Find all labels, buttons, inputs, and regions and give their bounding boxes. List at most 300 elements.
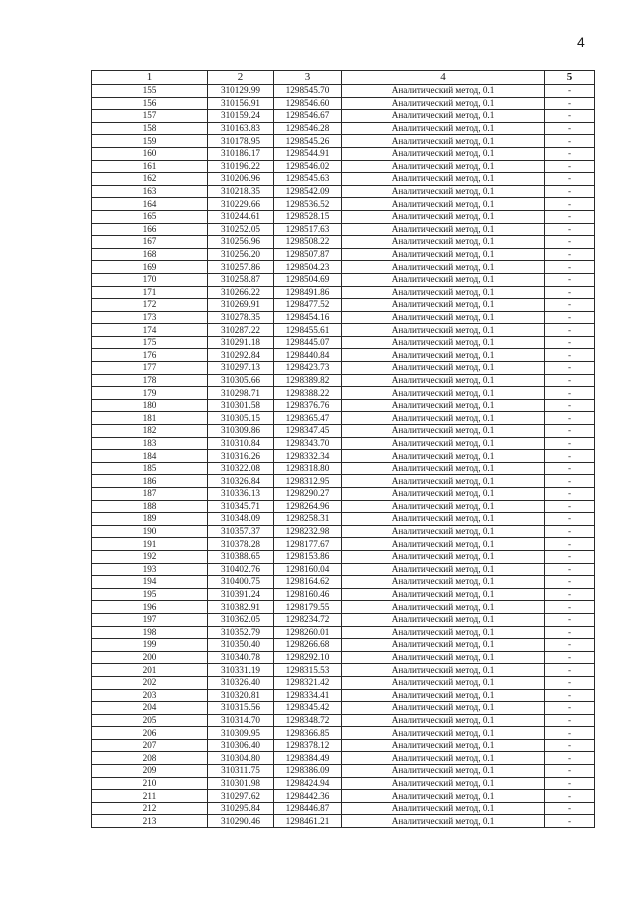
cell-method: Аналитический метод, 0.1: [342, 752, 545, 765]
cell-method: Аналитический метод, 0.1: [342, 311, 545, 324]
cell-x-coordinate: 310340.78: [208, 651, 274, 664]
cell-point-number: 196: [92, 601, 208, 614]
cell-description: -: [545, 588, 595, 601]
table-row: [92, 437, 595, 450]
cell-y-coordinate: 1298504.69: [274, 273, 342, 286]
table-row: [92, 286, 595, 299]
cell-y-coordinate: 1298160.46: [274, 588, 342, 601]
cell-method: Аналитический метод, 0.1: [342, 601, 545, 614]
table-header-row: [92, 71, 595, 85]
cell-description: -: [545, 374, 595, 387]
cell-y-coordinate: 1298544.91: [274, 147, 342, 160]
cell-method: Аналитический метод, 0.1: [342, 362, 545, 375]
cell-y-coordinate: 1298312.95: [274, 475, 342, 488]
cell-method: Аналитический метод, 0.1: [342, 286, 545, 299]
cell-x-coordinate: 310388.65: [208, 550, 274, 563]
cell-method: Аналитический метод, 0.1: [342, 261, 545, 274]
cell-y-coordinate: 1298442.36: [274, 790, 342, 803]
cell-y-coordinate: 1298234.72: [274, 613, 342, 626]
cell-point-number: 190: [92, 525, 208, 538]
cell-point-number: 159: [92, 135, 208, 148]
cell-method: Аналитический метод, 0.1: [342, 588, 545, 601]
cell-point-number: 163: [92, 185, 208, 198]
cell-method: Аналитический метод, 0.1: [342, 236, 545, 249]
cell-method: Аналитический метод, 0.1: [342, 147, 545, 160]
cell-description: -: [545, 676, 595, 689]
cell-method: Аналитический метод, 0.1: [342, 639, 545, 652]
cell-y-coordinate: 1298348.72: [274, 714, 342, 727]
cell-description: -: [545, 437, 595, 450]
cell-method: Аналитический метод, 0.1: [342, 576, 545, 589]
cell-y-coordinate: 1298290.27: [274, 488, 342, 501]
cell-y-coordinate: 1298334.41: [274, 689, 342, 702]
cell-point-number: 169: [92, 261, 208, 274]
cell-method: Аналитический метод, 0.1: [342, 273, 545, 286]
cell-y-coordinate: 1298164.62: [274, 576, 342, 589]
cell-method: Аналитический метод, 0.1: [342, 689, 545, 702]
cell-method: Аналитический метод, 0.1: [342, 135, 545, 148]
cell-method: Аналитический метод, 0.1: [342, 538, 545, 551]
cell-x-coordinate: 310156.91: [208, 97, 274, 110]
cell-x-coordinate: 310402.76: [208, 563, 274, 576]
cell-point-number: 162: [92, 173, 208, 186]
cell-point-number: 188: [92, 500, 208, 513]
table-row: [92, 651, 595, 664]
table-row: [92, 147, 595, 160]
cell-point-number: 156: [92, 97, 208, 110]
table-row: [92, 261, 595, 274]
table-row: [92, 299, 595, 312]
cell-description: -: [545, 160, 595, 173]
table-row: [92, 198, 595, 211]
cell-method: Аналитический метод, 0.1: [342, 336, 545, 349]
table-row: [92, 223, 595, 236]
cell-method: Аналитический метод, 0.1: [342, 437, 545, 450]
cell-x-coordinate: 310305.15: [208, 412, 274, 425]
cell-method: Аналитический метод, 0.1: [342, 563, 545, 576]
cell-x-coordinate: 310256.20: [208, 248, 274, 261]
cell-point-number: 206: [92, 727, 208, 740]
cell-x-coordinate: 310295.84: [208, 802, 274, 815]
cell-x-coordinate: 310129.99: [208, 85, 274, 98]
cell-point-number: 167: [92, 236, 208, 249]
cell-y-coordinate: 1298343.70: [274, 437, 342, 450]
cell-method: Аналитический метод, 0.1: [342, 110, 545, 123]
table-row: [92, 462, 595, 475]
cell-description: -: [545, 450, 595, 463]
table-row: [92, 122, 595, 135]
table-row: [92, 702, 595, 715]
cell-point-number: 184: [92, 450, 208, 463]
cell-y-coordinate: 1298546.02: [274, 160, 342, 173]
cell-x-coordinate: 310244.61: [208, 210, 274, 223]
cell-description: -: [545, 210, 595, 223]
table-row: [92, 777, 595, 790]
cell-point-number: 211: [92, 790, 208, 803]
coordinates-table: [91, 70, 595, 828]
cell-x-coordinate: 310400.75: [208, 576, 274, 589]
cell-point-number: 207: [92, 739, 208, 752]
cell-description: -: [545, 727, 595, 740]
cell-y-coordinate: 1298508.22: [274, 236, 342, 249]
cell-y-coordinate: 1298454.16: [274, 311, 342, 324]
cell-y-coordinate: 1298292.10: [274, 651, 342, 664]
table-row: [92, 110, 595, 123]
cell-description: -: [545, 324, 595, 337]
cell-description: -: [545, 185, 595, 198]
table-row: [92, 374, 595, 387]
cell-method: Аналитический метод, 0.1: [342, 802, 545, 815]
column-header-description: 5: [545, 71, 595, 85]
cell-x-coordinate: 310301.58: [208, 399, 274, 412]
cell-y-coordinate: 1298423.73: [274, 362, 342, 375]
table-row: [92, 273, 595, 286]
cell-description: -: [545, 248, 595, 261]
cell-description: -: [545, 488, 595, 501]
cell-point-number: 198: [92, 626, 208, 639]
cell-x-coordinate: 310304.80: [208, 752, 274, 765]
cell-description: -: [545, 286, 595, 299]
cell-method: Аналитический метод, 0.1: [342, 349, 545, 362]
cell-y-coordinate: 1298517.63: [274, 223, 342, 236]
table-row: [92, 550, 595, 563]
table-row: [92, 588, 595, 601]
cell-y-coordinate: 1298477.52: [274, 299, 342, 312]
cell-x-coordinate: 310206.96: [208, 173, 274, 186]
cell-y-coordinate: 1298264.96: [274, 500, 342, 513]
table-row: [92, 538, 595, 551]
cell-description: -: [545, 613, 595, 626]
cell-x-coordinate: 310336.13: [208, 488, 274, 501]
cell-x-coordinate: 310326.84: [208, 475, 274, 488]
cell-point-number: 187: [92, 488, 208, 501]
cell-point-number: 210: [92, 777, 208, 790]
cell-y-coordinate: 1298440.84: [274, 349, 342, 362]
cell-description: -: [545, 135, 595, 148]
cell-y-coordinate: 1298365.47: [274, 412, 342, 425]
table-row: [92, 324, 595, 337]
table-row: [92, 626, 595, 639]
cell-x-coordinate: 310348.09: [208, 513, 274, 526]
cell-y-coordinate: 1298366.85: [274, 727, 342, 740]
cell-y-coordinate: 1298179.55: [274, 601, 342, 614]
cell-method: Аналитический метод, 0.1: [342, 185, 545, 198]
cell-y-coordinate: 1298332.34: [274, 450, 342, 463]
cell-x-coordinate: 310229.66: [208, 198, 274, 211]
cell-description: -: [545, 790, 595, 803]
cell-y-coordinate: 1298260.01: [274, 626, 342, 639]
cell-point-number: 213: [92, 815, 208, 828]
cell-point-number: 199: [92, 639, 208, 652]
cell-point-number: 191: [92, 538, 208, 551]
cell-method: Аналитический метод, 0.1: [342, 223, 545, 236]
table-row: [92, 488, 595, 501]
cell-y-coordinate: 1298504.23: [274, 261, 342, 274]
cell-y-coordinate: 1298376.76: [274, 399, 342, 412]
cell-point-number: 173: [92, 311, 208, 324]
cell-point-number: 157: [92, 110, 208, 123]
cell-point-number: 193: [92, 563, 208, 576]
cell-x-coordinate: 310315.56: [208, 702, 274, 715]
cell-x-coordinate: 310331.19: [208, 664, 274, 677]
cell-description: -: [545, 765, 595, 778]
column-header-y-coordinate: 3: [274, 71, 342, 85]
cell-x-coordinate: 310391.24: [208, 588, 274, 601]
cell-point-number: 194: [92, 576, 208, 589]
cell-x-coordinate: 310314.70: [208, 714, 274, 727]
cell-x-coordinate: 310269.91: [208, 299, 274, 312]
page-number: 4: [577, 34, 585, 50]
cell-x-coordinate: 310305.66: [208, 374, 274, 387]
cell-description: -: [545, 538, 595, 551]
cell-point-number: 158: [92, 122, 208, 135]
cell-description: -: [545, 362, 595, 375]
cell-method: Аналитический метод, 0.1: [342, 324, 545, 337]
cell-method: Аналитический метод, 0.1: [342, 525, 545, 538]
table-row: [92, 412, 595, 425]
cell-y-coordinate: 1298546.67: [274, 110, 342, 123]
cell-x-coordinate: 310163.83: [208, 122, 274, 135]
cell-x-coordinate: 310310.84: [208, 437, 274, 450]
cell-x-coordinate: 310256.96: [208, 236, 274, 249]
cell-description: -: [545, 387, 595, 400]
cell-x-coordinate: 310297.62: [208, 790, 274, 803]
cell-y-coordinate: 1298345.42: [274, 702, 342, 715]
table-row: [92, 97, 595, 110]
cell-point-number: 168: [92, 248, 208, 261]
cell-point-number: 160: [92, 147, 208, 160]
cell-description: -: [545, 349, 595, 362]
cell-method: Аналитический метод, 0.1: [342, 676, 545, 689]
table-row: [92, 689, 595, 702]
cell-y-coordinate: 1298321.42: [274, 676, 342, 689]
cell-y-coordinate: 1298177.67: [274, 538, 342, 551]
cell-point-number: 165: [92, 210, 208, 223]
cell-description: -: [545, 85, 595, 98]
cell-y-coordinate: 1298389.82: [274, 374, 342, 387]
cell-y-coordinate: 1298386.09: [274, 765, 342, 778]
cell-point-number: 164: [92, 198, 208, 211]
cell-method: Аналитический метод, 0.1: [342, 425, 545, 438]
cell-description: -: [545, 739, 595, 752]
table-row: [92, 576, 595, 589]
table-row: [92, 425, 595, 438]
cell-description: -: [545, 198, 595, 211]
cell-method: Аналитический метод, 0.1: [342, 777, 545, 790]
cell-description: -: [545, 550, 595, 563]
cell-point-number: 176: [92, 349, 208, 362]
cell-method: Аналитический метод, 0.1: [342, 613, 545, 626]
cell-y-coordinate: 1298546.28: [274, 122, 342, 135]
cell-method: Аналитический метод, 0.1: [342, 488, 545, 501]
cell-y-coordinate: 1298491.86: [274, 286, 342, 299]
cell-y-coordinate: 1298378.12: [274, 739, 342, 752]
cell-description: -: [545, 639, 595, 652]
cell-method: Аналитический метод, 0.1: [342, 299, 545, 312]
table-row: [92, 362, 595, 375]
cell-x-coordinate: 310290.46: [208, 815, 274, 828]
cell-method: Аналитический метод, 0.1: [342, 450, 545, 463]
cell-description: -: [545, 336, 595, 349]
cell-method: Аналитический метод, 0.1: [342, 765, 545, 778]
cell-description: -: [545, 261, 595, 274]
cell-description: -: [545, 689, 595, 702]
table-row: [92, 739, 595, 752]
cell-method: Аналитический метод, 0.1: [342, 210, 545, 223]
cell-y-coordinate: 1298546.60: [274, 97, 342, 110]
table-row: [92, 450, 595, 463]
cell-y-coordinate: 1298461.21: [274, 815, 342, 828]
cell-y-coordinate: 1298384.49: [274, 752, 342, 765]
table-row: [92, 336, 595, 349]
table-row: [92, 802, 595, 815]
cell-description: -: [545, 563, 595, 576]
cell-description: -: [545, 223, 595, 236]
cell-description: -: [545, 173, 595, 186]
cell-point-number: 178: [92, 374, 208, 387]
cell-method: Аналитический метод, 0.1: [342, 198, 545, 211]
cell-x-coordinate: 310311.75: [208, 765, 274, 778]
table-row: [92, 601, 595, 614]
table-row: [92, 727, 595, 740]
cell-x-coordinate: 310186.17: [208, 147, 274, 160]
cell-point-number: 204: [92, 702, 208, 715]
cell-point-number: 185: [92, 462, 208, 475]
cell-method: Аналитический метод, 0.1: [342, 815, 545, 828]
cell-y-coordinate: 1298258.31: [274, 513, 342, 526]
cell-y-coordinate: 1298545.26: [274, 135, 342, 148]
cell-x-coordinate: 310266.22: [208, 286, 274, 299]
cell-point-number: 192: [92, 550, 208, 563]
cell-description: -: [545, 500, 595, 513]
cell-method: Аналитический метод, 0.1: [342, 500, 545, 513]
cell-x-coordinate: 310320.81: [208, 689, 274, 702]
cell-description: -: [545, 626, 595, 639]
table-row: [92, 185, 595, 198]
table-row: [92, 714, 595, 727]
cell-y-coordinate: 1298545.63: [274, 173, 342, 186]
cell-method: Аналитический метод, 0.1: [342, 727, 545, 740]
table-row: [92, 160, 595, 173]
cell-description: -: [545, 236, 595, 249]
cell-description: -: [545, 714, 595, 727]
cell-x-coordinate: 310357.37: [208, 525, 274, 538]
cell-y-coordinate: 1298424.94: [274, 777, 342, 790]
cell-method: Аналитический метод, 0.1: [342, 651, 545, 664]
table-row: [92, 135, 595, 148]
cell-description: -: [545, 815, 595, 828]
table-row: [92, 752, 595, 765]
cell-point-number: 171: [92, 286, 208, 299]
cell-description: -: [545, 475, 595, 488]
cell-y-coordinate: 1298315.53: [274, 664, 342, 677]
column-header-x-coordinate: 2: [208, 71, 274, 85]
cell-point-number: 203: [92, 689, 208, 702]
cell-x-coordinate: 310178.95: [208, 135, 274, 148]
cell-description: -: [545, 399, 595, 412]
cell-x-coordinate: 310291.18: [208, 336, 274, 349]
cell-y-coordinate: 1298318.80: [274, 462, 342, 475]
cell-method: Аналитический метод, 0.1: [342, 626, 545, 639]
cell-description: -: [545, 273, 595, 286]
cell-description: -: [545, 147, 595, 160]
table-row: [92, 399, 595, 412]
cell-point-number: 170: [92, 273, 208, 286]
cell-description: -: [545, 462, 595, 475]
cell-x-coordinate: 310301.98: [208, 777, 274, 790]
cell-x-coordinate: 310257.86: [208, 261, 274, 274]
cell-x-coordinate: 310278.35: [208, 311, 274, 324]
cell-y-coordinate: 1298266.68: [274, 639, 342, 652]
table-row: [92, 500, 595, 513]
table-row: [92, 513, 595, 526]
cell-method: Аналитический метод, 0.1: [342, 714, 545, 727]
table-row: [92, 613, 595, 626]
table-row: [92, 676, 595, 689]
cell-description: -: [545, 299, 595, 312]
cell-description: -: [545, 311, 595, 324]
cell-y-coordinate: 1298536.52: [274, 198, 342, 211]
cell-point-number: 200: [92, 651, 208, 664]
cell-x-coordinate: 310258.87: [208, 273, 274, 286]
cell-method: Аналитический метод, 0.1: [342, 399, 545, 412]
cell-x-coordinate: 310345.71: [208, 500, 274, 513]
cell-point-number: 180: [92, 399, 208, 412]
cell-x-coordinate: 310316.26: [208, 450, 274, 463]
cell-y-coordinate: 1298232.98: [274, 525, 342, 538]
cell-description: -: [545, 664, 595, 677]
cell-x-coordinate: 310378.28: [208, 538, 274, 551]
cell-x-coordinate: 310292.84: [208, 349, 274, 362]
cell-point-number: 183: [92, 437, 208, 450]
table-row: [92, 85, 595, 98]
cell-description: -: [545, 777, 595, 790]
cell-point-number: 155: [92, 85, 208, 98]
table-row: [92, 248, 595, 261]
cell-point-number: 189: [92, 513, 208, 526]
cell-point-number: 209: [92, 765, 208, 778]
cell-point-number: 172: [92, 299, 208, 312]
cell-method: Аналитический метод, 0.1: [342, 475, 545, 488]
cell-method: Аналитический метод, 0.1: [342, 387, 545, 400]
cell-point-number: 174: [92, 324, 208, 337]
cell-description: -: [545, 97, 595, 110]
cell-y-coordinate: 1298347.45: [274, 425, 342, 438]
cell-description: -: [545, 122, 595, 135]
cell-description: -: [545, 601, 595, 614]
cell-description: -: [545, 412, 595, 425]
cell-point-number: 161: [92, 160, 208, 173]
cell-y-coordinate: 1298160.04: [274, 563, 342, 576]
cell-point-number: 175: [92, 336, 208, 349]
table-row: [92, 173, 595, 186]
cell-description: -: [545, 425, 595, 438]
cell-point-number: 181: [92, 412, 208, 425]
table-row: [92, 475, 595, 488]
cell-x-coordinate: 310298.71: [208, 387, 274, 400]
table-row: [92, 765, 595, 778]
table-row: [92, 349, 595, 362]
cell-method: Аналитический метод, 0.1: [342, 664, 545, 677]
table-row: [92, 210, 595, 223]
cell-method: Аналитический метод, 0.1: [342, 122, 545, 135]
cell-x-coordinate: 310382.91: [208, 601, 274, 614]
table-row: [92, 790, 595, 803]
cell-y-coordinate: 1298446.87: [274, 802, 342, 815]
cell-description: -: [545, 802, 595, 815]
cell-x-coordinate: 310362.05: [208, 613, 274, 626]
cell-point-number: 182: [92, 425, 208, 438]
